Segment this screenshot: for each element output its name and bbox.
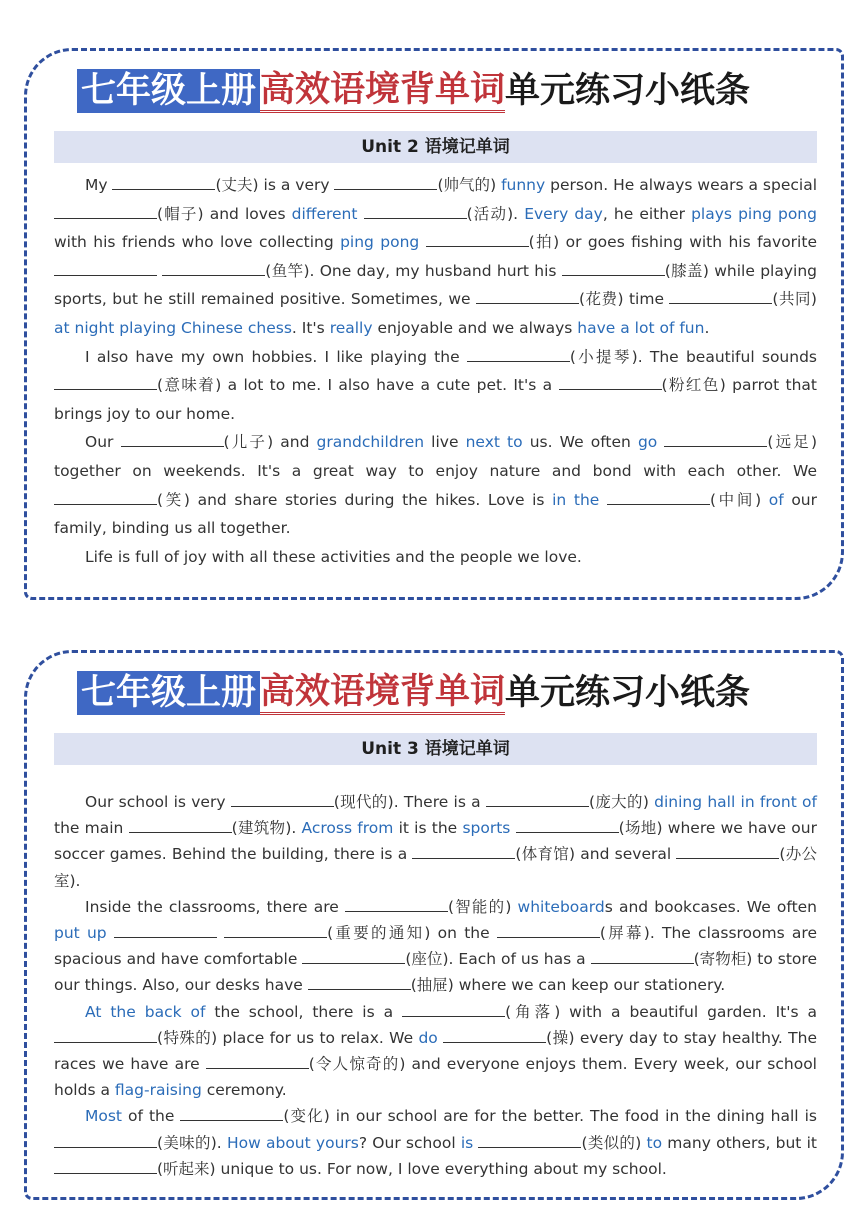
answer-blank[interactable] xyxy=(497,922,600,939)
highlighted-phrase: grandchildren xyxy=(316,433,425,452)
answer-blank[interactable] xyxy=(607,488,710,505)
highlighted-phrase: Most xyxy=(85,1107,123,1126)
highlighted-phrase: at night playing Chinese chess xyxy=(54,318,292,337)
passage xyxy=(54,789,817,1182)
answer-blank[interactable] xyxy=(302,948,405,965)
worksheet-title xyxy=(77,669,750,715)
highlighted-phrase: to xyxy=(646,1133,663,1152)
answer-blank[interactable] xyxy=(412,843,515,860)
title-grade: 七年级上册 xyxy=(77,69,260,113)
answer-blank[interactable] xyxy=(676,843,779,860)
answer-blank[interactable] xyxy=(162,259,265,276)
highlighted-phrase: whiteboard xyxy=(517,897,605,916)
highlighted-phrase: ping pong xyxy=(340,233,420,252)
passage-paragraph: Inside the classrooms, there are (智能的) whiteboards and bookcases. We often put up (重要的通知) on the (屏幕). The classrooms are spacious and have comfortable (座位). Each of us has a (寄物柜) to store our things. Also, our desks have (抽屉) where we can keep our stationery. xyxy=(54,894,817,999)
answer-blank[interactable] xyxy=(112,174,215,191)
answer-blank[interactable] xyxy=(54,259,157,276)
answer-blank[interactable] xyxy=(426,231,529,248)
passage-paragraph: Our school is very (现代的). There is a (庞大的) dining hall in front of the main (建筑物). Across from it is the sports (场地) where we have our soccer games. Behind the building, there is a (体育馆) and several (办公室). xyxy=(54,789,817,894)
highlighted-phrase: do xyxy=(418,1028,438,1047)
highlighted-phrase: At the back of xyxy=(85,1002,206,1021)
title-exercise: 单元练习小纸条 xyxy=(505,673,751,713)
highlighted-phrase: have a lot of fun xyxy=(577,318,705,337)
answer-blank[interactable] xyxy=(486,791,589,808)
answer-blank[interactable] xyxy=(54,202,157,219)
highlighted-phrase: different xyxy=(291,204,358,223)
passage-paragraph: Our (儿子) and grandchildren live next to us. We often go (远足) together on weekends. It's a great way to enjoy nature and bond with each other. We (笑) and share stories during the hikes. Love is in the (中间) of our family, binding us all together. xyxy=(54,428,817,542)
answer-blank[interactable] xyxy=(345,895,448,912)
answer-blank[interactable] xyxy=(231,791,334,808)
highlighted-phrase: is xyxy=(460,1133,474,1152)
worksheet-title xyxy=(77,67,750,113)
highlighted-phrase: dining hall in front of xyxy=(654,793,817,811)
answer-blank[interactable] xyxy=(54,1026,157,1043)
title-method: 高效语境背单词 xyxy=(260,70,505,113)
highlighted-phrase: funny xyxy=(501,176,546,194)
answer-blank[interactable] xyxy=(476,288,579,305)
answer-blank[interactable] xyxy=(224,922,327,939)
unit-heading: Unit 3 语境记单词 xyxy=(54,733,817,765)
answer-blank[interactable] xyxy=(402,1000,505,1017)
answer-blank[interactable] xyxy=(114,922,217,939)
answer-blank[interactable] xyxy=(467,345,570,362)
answer-blank[interactable] xyxy=(180,1105,283,1122)
worksheet-card-unit3 xyxy=(24,650,844,1200)
highlighted-phrase: of xyxy=(768,490,784,509)
highlighted-phrase: plays ping pong xyxy=(691,204,817,223)
highlighted-phrase: How about yours xyxy=(226,1133,359,1152)
highlighted-phrase: sports xyxy=(462,819,511,838)
passage-paragraph: Most of the (变化) in our school are for the better. The food in the dining hall is (美味的). How about yours? Our school is (类似的) to many others, but it (听起来) unique to us. For now, I love everything about my school. xyxy=(54,1103,817,1182)
answer-blank[interactable] xyxy=(54,374,157,391)
title-grade: 七年级上册 xyxy=(77,671,260,715)
answer-blank[interactable] xyxy=(664,431,767,448)
answer-blank[interactable] xyxy=(516,817,619,834)
passage-paragraph: At the back of the school, there is a (角落) with a beautiful garden. It's a (特殊的) place for us to relax. We do (操) every day to stay healthy. The races we have are (令人惊奇的) and everyone enjoys them. Every week, our school holds a flag-raising ceremony. xyxy=(54,999,817,1104)
passage-paragraph: I also have my own hobbies. I like playing the (小提琴). The beautiful sounds (意味着) a lot to me. I also have a cute pet. It's a (粉红色) parrot that brings joy to our home. xyxy=(54,343,817,429)
highlighted-phrase: go xyxy=(637,433,658,452)
answer-blank[interactable] xyxy=(562,259,665,276)
worksheet-card-unit2 xyxy=(24,48,844,600)
highlighted-phrase: in the xyxy=(552,490,600,509)
highlighted-phrase: next to xyxy=(465,433,523,452)
answer-blank[interactable] xyxy=(559,374,662,391)
answer-blank[interactable] xyxy=(54,1157,157,1174)
answer-blank[interactable] xyxy=(478,1131,581,1148)
highlighted-phrase: really xyxy=(329,318,373,337)
highlighted-phrase: flag-raising xyxy=(114,1081,202,1100)
highlighted-phrase: put up xyxy=(54,924,107,943)
unit-heading: Unit 2 语境记单词 xyxy=(54,131,817,163)
answer-blank[interactable] xyxy=(334,174,437,191)
title-method: 高效语境背单词 xyxy=(260,672,505,715)
answer-blank[interactable] xyxy=(591,948,694,965)
answer-blank[interactable] xyxy=(308,974,411,991)
answer-blank[interactable] xyxy=(121,431,224,448)
answer-blank[interactable] xyxy=(364,202,467,219)
passage xyxy=(54,171,817,571)
passage-paragraph: Life is full of joy with all these activities and the people we love. xyxy=(85,547,582,566)
highlighted-phrase: Every day xyxy=(524,204,603,223)
title-exercise: 单元练习小纸条 xyxy=(505,71,751,111)
passage-paragraph: My (丈夫) is a very (帅气的) funny person. He always wears a special (帽子) and loves different (活动). Every day, he either plays ping pong with his friends who love collecting ping pong (拍) or goes fishing with his favorite (鱼竿). One day, my husband hurt his (膝盖) while playing sports, but he still remained positive. Sometimes, we (花费) time (共同) at night playing Chinese chess. It's really enjoyable and we always have a lot of fun. xyxy=(54,171,817,343)
answer-blank[interactable] xyxy=(54,1131,157,1148)
answer-blank[interactable] xyxy=(54,488,157,505)
answer-blank[interactable] xyxy=(443,1026,546,1043)
answer-blank[interactable] xyxy=(669,288,772,305)
answer-blank[interactable] xyxy=(206,1053,309,1070)
highlighted-phrase: Across from xyxy=(301,819,394,838)
answer-blank[interactable] xyxy=(129,817,232,834)
